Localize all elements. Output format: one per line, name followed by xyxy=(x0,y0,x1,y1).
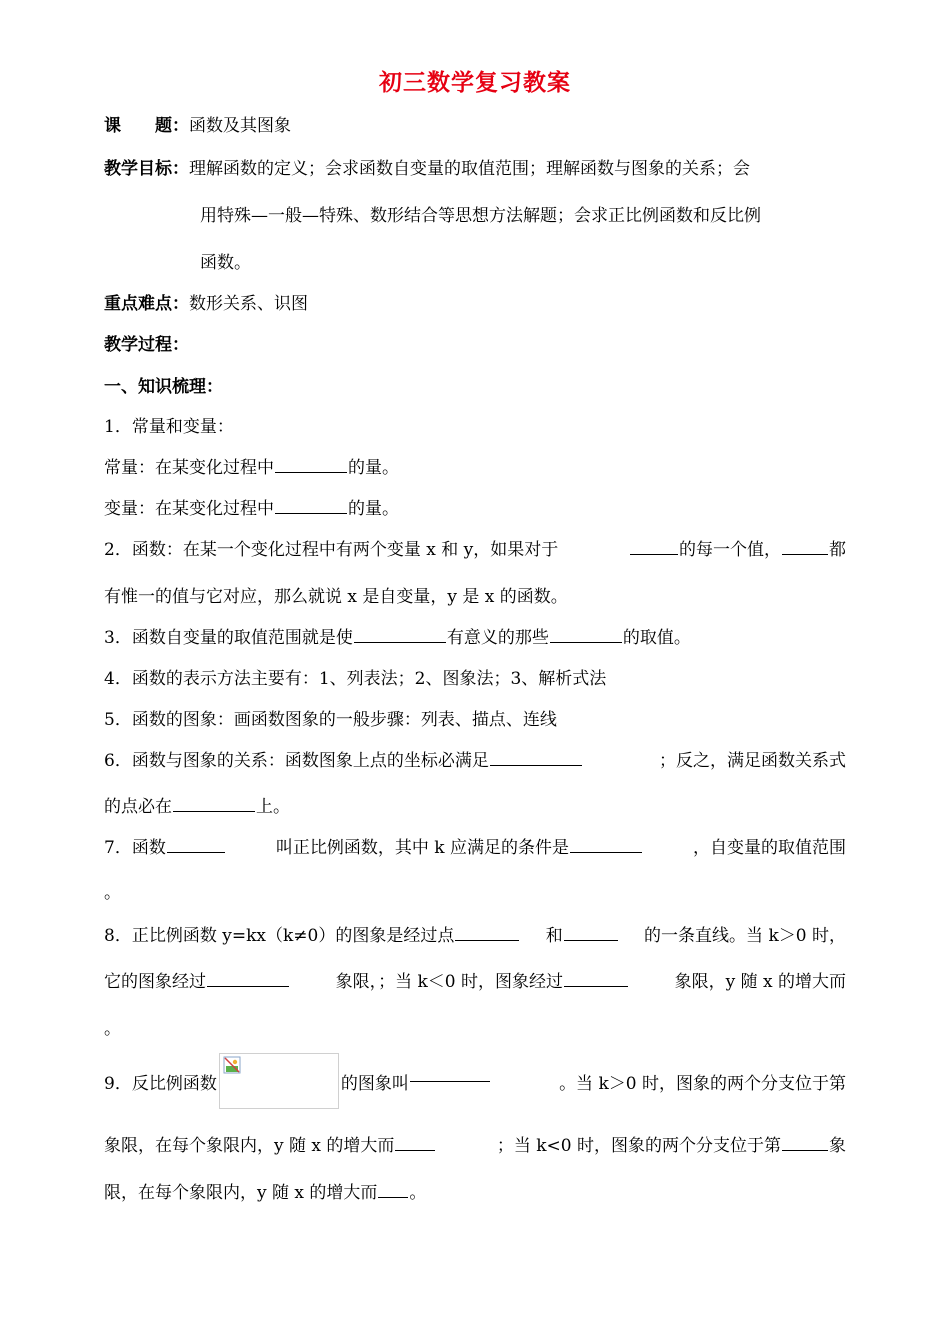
fill-blank xyxy=(207,985,289,987)
text-fragment: 6．函数与图象的关系：函数图象上点的坐标必满足 xyxy=(104,751,489,771)
fill-blank xyxy=(782,553,828,555)
variable-definition xyxy=(104,494,399,519)
text-fragment: 象限，在每个象限内，y 随 x 的增大而 xyxy=(104,1136,395,1156)
text-fragment: 的取值。 xyxy=(622,628,691,648)
text-fragment: 象限，；当 k＜0 时，图象经过 xyxy=(335,972,564,992)
key-points-row xyxy=(104,289,308,314)
fill-blank xyxy=(564,985,628,987)
text-fragment: 象 xyxy=(829,1136,846,1156)
text-fragment: 限，在每个象限内，y 随 x 的增大而 xyxy=(104,1183,378,1203)
item-7 xyxy=(104,833,846,858)
item-6-line-2 xyxy=(104,792,290,817)
text-fragment: 的图象叫 xyxy=(340,1073,409,1094)
item-8-end: 。 xyxy=(104,1019,121,1039)
fill-blank xyxy=(490,764,582,766)
section-knowledge: 一、知识梳理： xyxy=(104,377,223,397)
fill-blank xyxy=(167,851,225,853)
fill-blank xyxy=(782,1149,828,1151)
fill-blank xyxy=(564,939,618,941)
text-fragment: 8．正比例函数 y=kx（k≠0）的图象是经过点 xyxy=(104,926,455,946)
key-points-label: 重点难点： xyxy=(104,294,189,314)
item-4: 4．函数的表示方法主要有：1、列表法；2、图象法；3、解析式法 xyxy=(104,669,607,689)
item-8 xyxy=(104,921,846,946)
goals-row xyxy=(104,154,750,179)
fill-blank xyxy=(455,939,519,941)
topic-value: 函数及其图象 xyxy=(189,116,291,136)
goals-line-1: 理解函数的定义；会求函数自变量的取值范围；理解函数与图象的关系；会 xyxy=(189,159,750,179)
topic-row xyxy=(104,111,291,136)
item-9-line-3 xyxy=(104,1178,426,1203)
text-fragment: 的每一个值， xyxy=(679,540,781,560)
constant-definition xyxy=(104,453,399,478)
item-2 xyxy=(104,535,846,560)
item-2-line-2: 有惟一的值与它对应，那么就说 x 是自变量，y 是 x 的函数。 xyxy=(104,587,568,607)
text-fragment: 的量。 xyxy=(348,499,399,519)
text-fragment: 象限，y 随 x 的增大而 xyxy=(674,972,846,992)
text-fragment: ，自变量的取值范围 xyxy=(693,838,846,858)
text-fragment: 叫正比例函数，其中 k 应满足的条件是 xyxy=(275,838,569,858)
text-fragment: 都 xyxy=(829,540,846,560)
fill-blank xyxy=(630,553,678,555)
item-9-line-2 xyxy=(104,1131,846,1156)
item-8-line-2 xyxy=(104,967,846,992)
fill-blank xyxy=(354,641,446,643)
fill-blank xyxy=(275,512,347,514)
text-fragment: 7．函数 xyxy=(104,838,166,858)
text-fragment: 它的图象经过 xyxy=(104,972,206,992)
fill-blank xyxy=(275,471,347,473)
fill-blank xyxy=(173,810,255,812)
fill-blank xyxy=(410,1080,490,1082)
text-fragment: 9．反比例函数 xyxy=(104,1073,217,1094)
goals-label: 教学目标： xyxy=(104,159,189,179)
text-fragment: 变量：在某变化过程中 xyxy=(104,499,274,519)
text-fragment: 3．函数自变量的取值范围就是使 xyxy=(104,628,353,648)
text-fragment: 的一条直线。当 k＞0 时， xyxy=(644,926,846,946)
process-label: 教学过程： xyxy=(104,335,189,355)
page-title: 初三数学复习教案 xyxy=(379,69,571,96)
item-5: 5．函数的图象：画函数图象的一般步骤：列表、描点、连线 xyxy=(104,710,557,730)
text-fragment: 的量。 xyxy=(348,458,399,478)
item-3 xyxy=(104,623,691,648)
text-fragment: 上。 xyxy=(256,797,290,817)
broken-image-icon xyxy=(223,1056,241,1074)
fill-blank xyxy=(550,641,622,643)
item-9 xyxy=(104,1052,846,1110)
text-fragment: ；当 k<0 时，图象的两个分支位于第 xyxy=(496,1136,781,1156)
goals-line-2: 用特殊—一般—特殊、数形结合等思想方法解题；会求正比例函数和反比例 xyxy=(200,206,761,226)
text-fragment: 和 xyxy=(545,926,563,946)
text-fragment: 。 xyxy=(409,1183,427,1203)
text-fragment: ；反之，满足函数关系式 xyxy=(659,751,846,771)
text-fragment: 2．函数：在某一个变化过程中有两个变量 x 和 y，如果对于 xyxy=(104,540,559,560)
goals-line-3: 函数。 xyxy=(200,253,251,273)
fill-blank xyxy=(378,1196,408,1198)
text-fragment: 。当 k＞0 时，图象的两个分支位于第 xyxy=(559,1073,846,1094)
fill-blank xyxy=(395,1149,435,1151)
text-fragment: 的点必在 xyxy=(104,797,172,817)
item-1: 1．常量和变量： xyxy=(104,417,234,437)
text-fragment: 有意义的那些 xyxy=(446,628,549,648)
item-7-end: 。 xyxy=(104,883,121,903)
topic-label: 课 题： xyxy=(104,116,189,136)
key-points-value: 数形关系、识图 xyxy=(189,294,308,314)
text-fragment: 常量：在某变化过程中 xyxy=(104,458,274,478)
item-6 xyxy=(104,746,846,771)
fill-blank xyxy=(570,851,642,853)
broken-image-placeholder xyxy=(219,1053,339,1109)
